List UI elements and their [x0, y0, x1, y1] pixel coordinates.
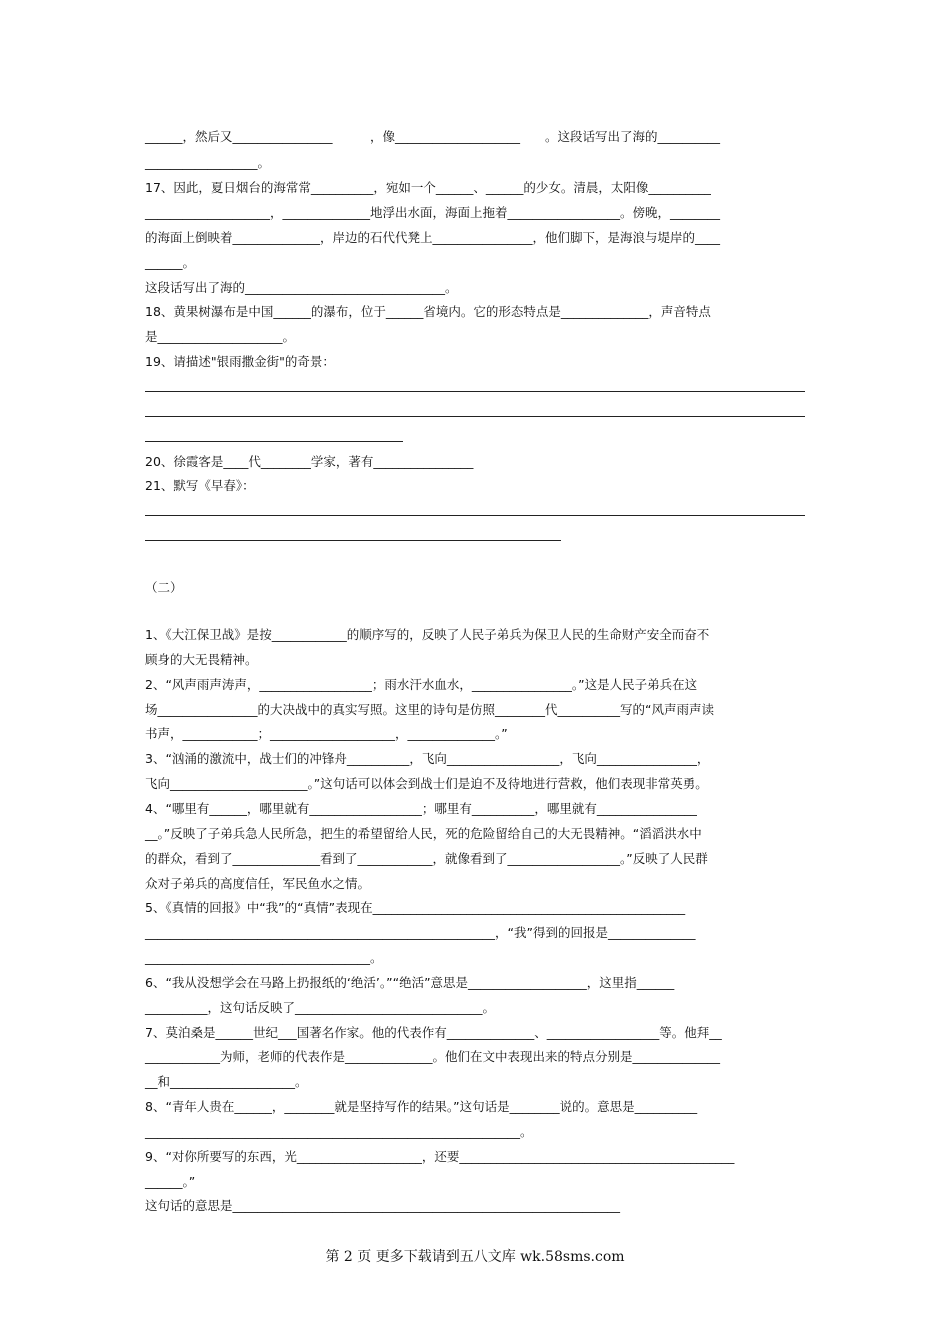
answer-line: [145, 540, 561, 541]
text-line: 这段话写出了海的________________________________。: [145, 280, 458, 295]
question-1: 1、《大江保卫战》是按____________的顺序写的，反映了人民子弟兵为保卫人民的生命财产安全而奋不: [145, 627, 710, 642]
question-3: 3、“汹涌的激流中，战士们的冲锋舟__________，飞向__________________，飞向________________，: [145, 751, 710, 766]
text-line: 书声，____________；____________________，______________。”: [145, 726, 508, 741]
answer-line: [145, 515, 805, 516]
question-21: 21、默写《早春》：: [145, 478, 255, 493]
text-line: ______。: [145, 255, 196, 270]
text-line: 飞向______________________。”这句话可以体会到战士们是迫不及待地进行营救，他们表现非常英勇。: [145, 776, 708, 791]
question-8: 8、“青年人贵在______，________就是坚持写作的结果。”这句话是________说的。意思是__________: [145, 1099, 698, 1114]
question-20: 20、徐霞客是____代________学家，著有________________: [145, 454, 474, 469]
answer-line: [145, 391, 805, 392]
text-line: 众对子弟兵的高度信任，军民鱼水之情。: [145, 876, 371, 891]
text-line: ____________________________________________________________。: [145, 1124, 533, 1139]
text-line: __和____________________。: [145, 1074, 308, 1089]
text-line: __________________。: [145, 155, 271, 170]
question-5: 5、《真情的回报》中“我”的“真情”表现在__________________________________________________: [145, 900, 686, 915]
question-9: 9、“对你所要写的东西，光____________________，还要____________________________________________: [145, 1149, 735, 1164]
text-line: ______。”: [145, 1174, 196, 1189]
question-7: 7、莫泊桑是______世纪___国著名作家。他的代表作有______________、__________________等。他拜__: [145, 1025, 722, 1040]
text-line: __________，这句话反映了______________________________。: [145, 1000, 496, 1015]
text-line: ____________为师，老师的代表作是______________。他们在文中表现出来的特点分别是______________: [145, 1049, 721, 1064]
question-18: 18、黄果树瀑布是中国______的瀑布，位于______省境内。它的形态特点是______________，声音特点: [145, 304, 711, 319]
text-line: ____________________________________。: [145, 950, 383, 965]
text-line: ____________________，______________地浮出水面，海面上拖着__________________。傍晚，________: [145, 205, 721, 220]
question-2: 2、“风声雨声涛声，__________________；雨水汗水血水，________________。”这是人民子弟兵在这: [145, 677, 698, 692]
page-footer: 第 2 页 更多下载请到五八文库 wk.58sms.com: [325, 1249, 625, 1265]
section-heading: （二）: [145, 580, 183, 595]
text-line: ________________________________________________________，“我”得到的回报是______________: [145, 925, 696, 940]
question-6: 6、“我从没想学会在马路上扔报纸的‘绝活’。”“绝活”意思是___________________，这里指______: [145, 975, 675, 990]
text-line: 顾身的大无畏精神。: [145, 652, 258, 667]
question-17: 17、因此，夏日烟台的海常常__________，宛如一个______、______的少女。清晨，太阳像__________: [145, 180, 711, 195]
question-19: 19、请描述"银雨撒金街"的奇景：: [145, 354, 335, 369]
text-line: 的海面上倒映着______________，岸边的石代代凳上________________，他们脚下，是海浪与堤岸的____: [145, 230, 721, 245]
text-line: ______，然后又________________ ，像____________________ 。这段话写出了海的__________: [145, 129, 721, 144]
answer-line: [145, 441, 403, 442]
text-line: 是____________________。: [145, 329, 296, 344]
question-4: 4、“哪里有______，哪里就有__________________；哪里有__________，哪里就有________________: [145, 801, 697, 816]
answer-line: [145, 416, 805, 417]
text-line: __。”反映了子弟兵急人民所急，把生的希望留给人民，死的危险留给自己的大无畏精神。“滔滔洪水中: [145, 826, 702, 841]
text-line: 场________________的大决战中的真实写照。这里的诗句是仿照________代__________写的“风声雨声读: [145, 702, 714, 717]
text-line: 这句话的意思是______________________________________________________________: [145, 1198, 621, 1213]
text-line: 的群众，看到了______________看到了____________，就像看到了__________________。”反映了人民群: [145, 851, 708, 866]
